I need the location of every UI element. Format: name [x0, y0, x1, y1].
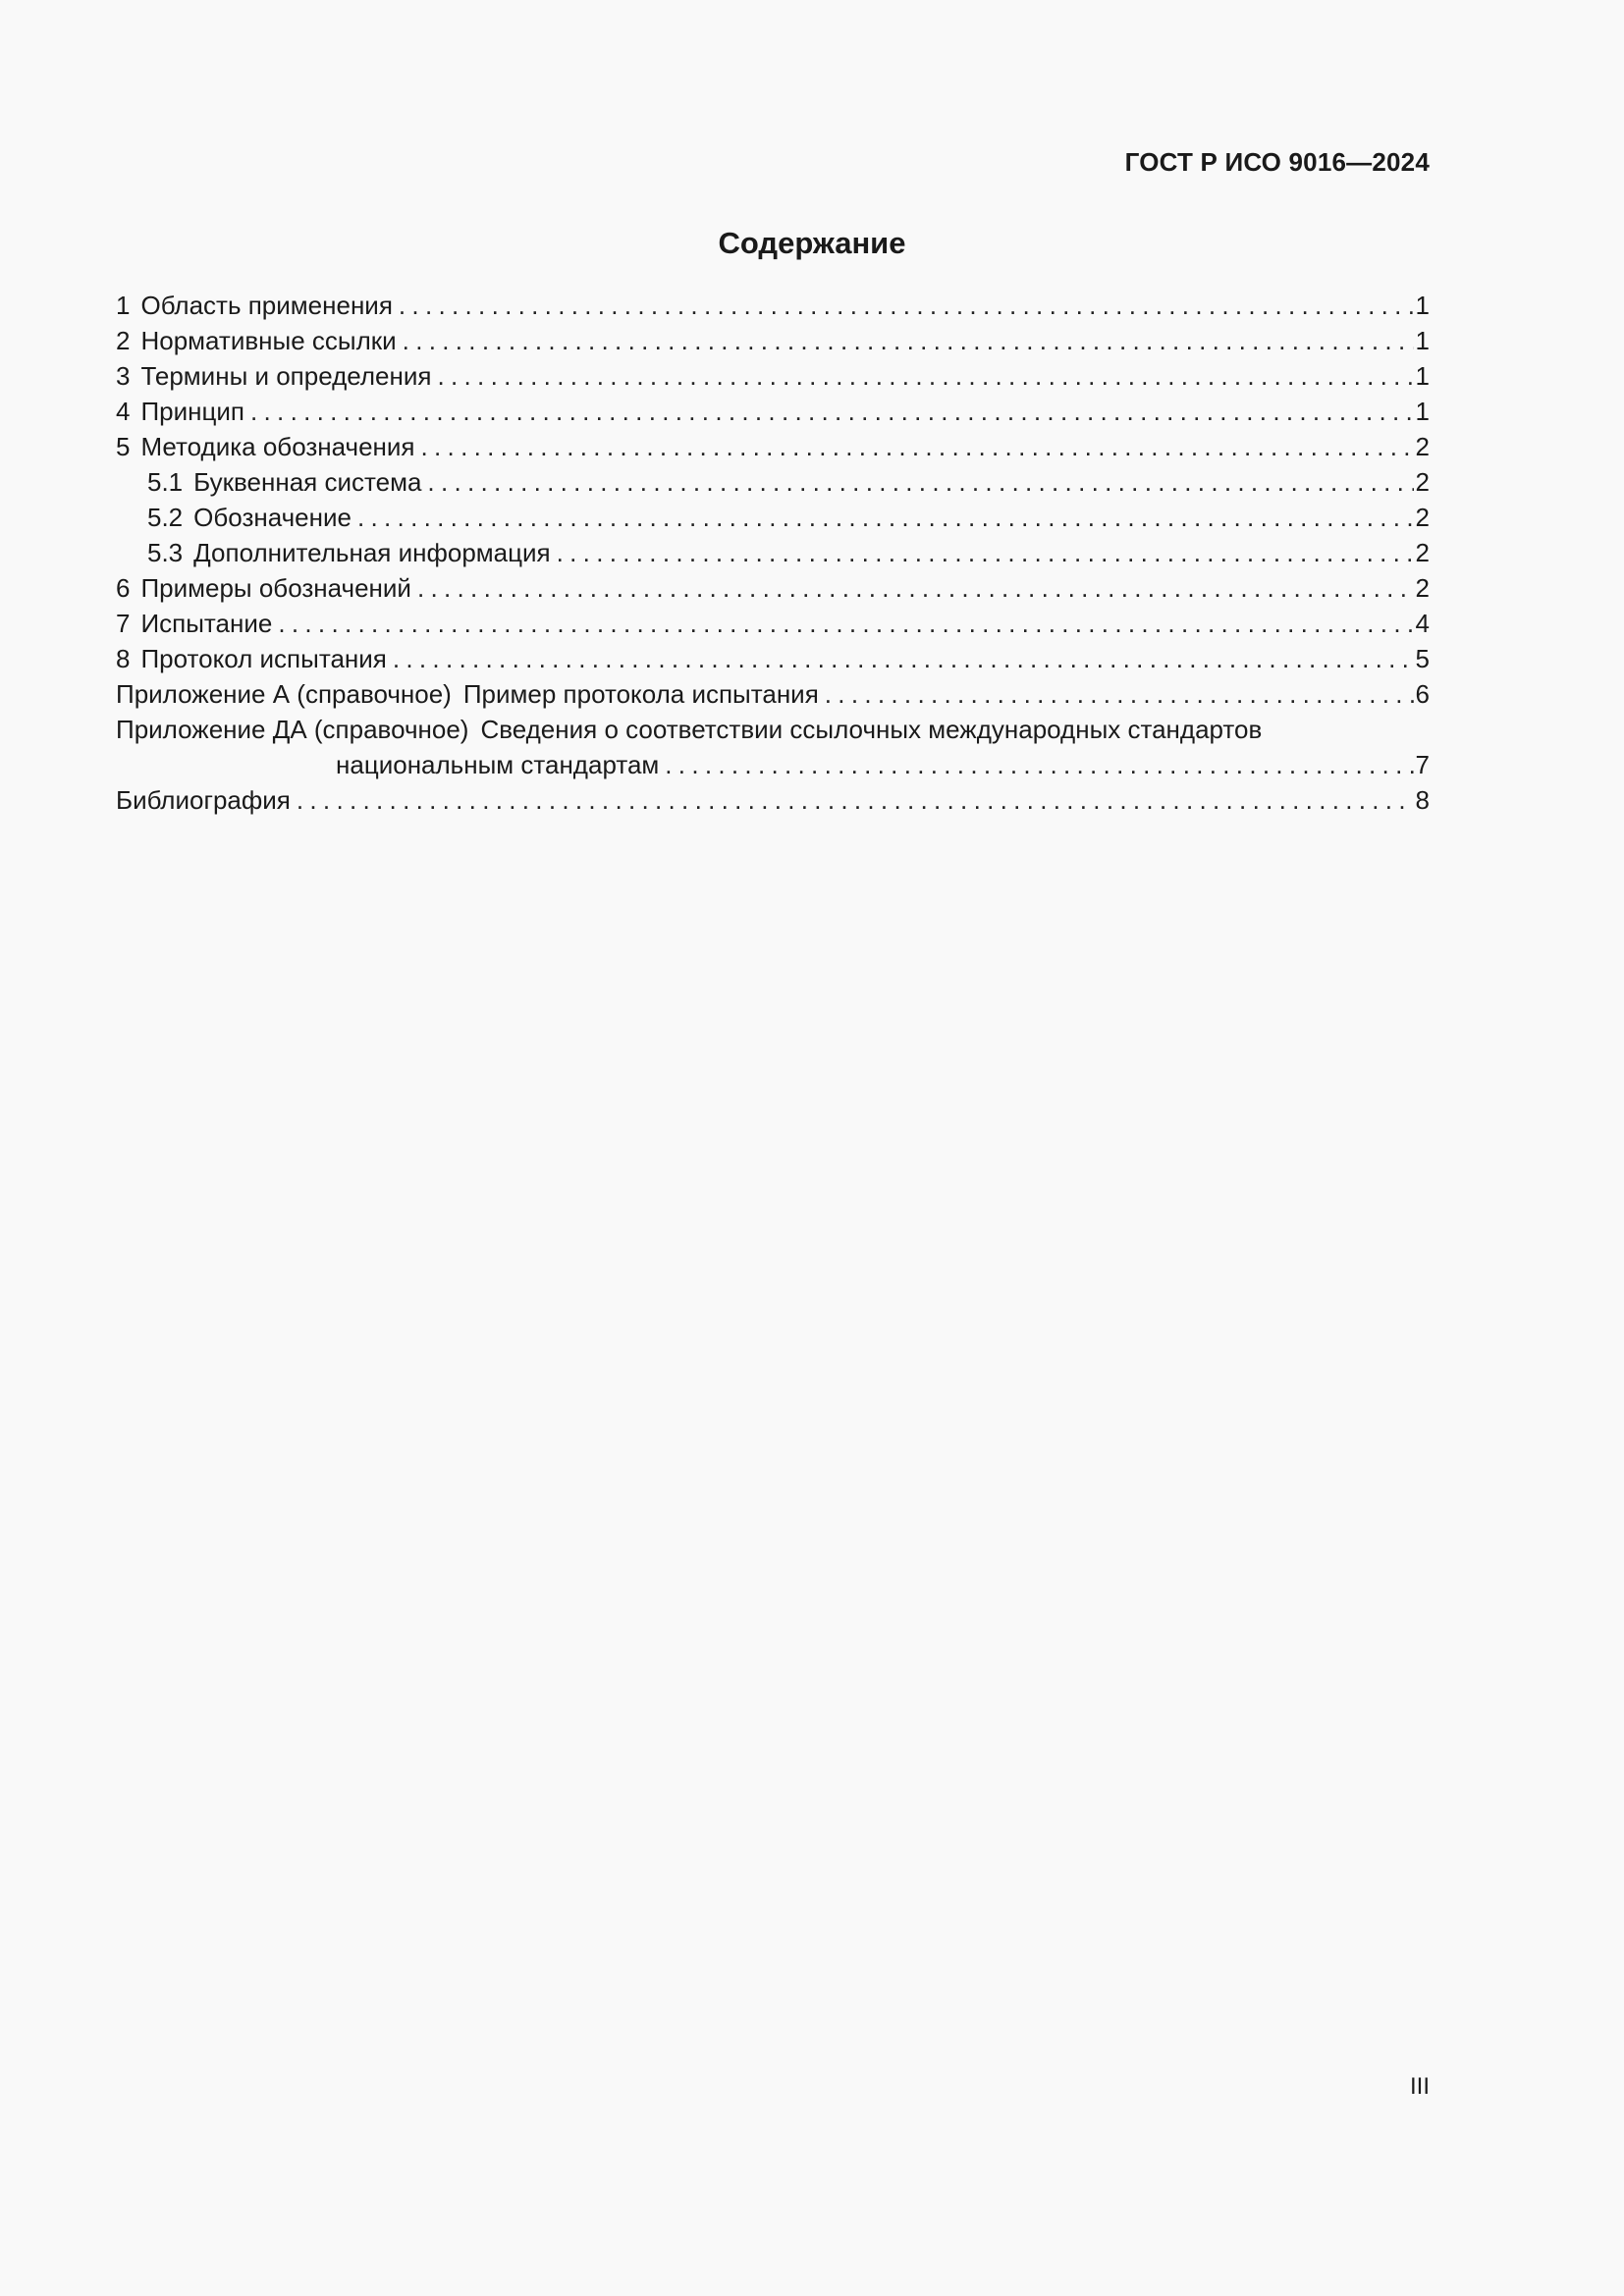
toc-item[interactable]: [116, 323, 1430, 358]
toc-item[interactable]: [116, 394, 1430, 429]
toc-leader: [393, 641, 1414, 676]
toc-item-title: Методика обозначения: [140, 432, 415, 461]
toc-leader: [403, 323, 1414, 358]
toc-item-title-continuation: национальным стандартам: [336, 750, 660, 779]
toc-item[interactable]: [116, 641, 1430, 676]
toc-item-title: Термины и определения: [140, 361, 432, 391]
toc-item-title: Область применения: [140, 291, 393, 320]
toc-subitem[interactable]: [116, 464, 1430, 500]
toc-item-page: 2: [1415, 432, 1430, 461]
toc-leader: [437, 358, 1413, 394]
toc-appendix-a[interactable]: [116, 676, 1430, 712]
toc-item-title: Пример протокола испытания: [462, 679, 819, 709]
toc-item-page: 2: [1415, 467, 1430, 497]
toc-item-number: 3: [116, 361, 131, 391]
toc-item-number: 2: [116, 326, 131, 355]
toc-item[interactable]: [116, 288, 1430, 323]
toc-leader: [825, 676, 1414, 712]
toc-leader: [250, 394, 1414, 429]
toc-item-number: 5.1: [147, 467, 184, 497]
toc-item-title: Сведения о соответствии ссылочных международных стандартов: [480, 715, 1263, 744]
toc-item-title: Испытание: [140, 609, 273, 638]
toc-item-title: Обозначение: [193, 503, 352, 532]
toc-item-page: 2: [1415, 538, 1430, 567]
toc-subitem[interactable]: [116, 500, 1430, 535]
toc-item-title: Нормативные ссылки: [140, 326, 397, 355]
toc-leader: [417, 570, 1414, 606]
toc-item[interactable]: [116, 429, 1430, 464]
toc-leader: [557, 535, 1414, 570]
toc-leader: [665, 747, 1413, 782]
toc-item-page: 1: [1415, 361, 1430, 391]
toc-item-page: 2: [1415, 503, 1430, 532]
toc-item-page: 6: [1415, 679, 1430, 709]
toc-appendix-da[interactable]: [116, 712, 1430, 747]
toc-item-title: Библиография: [116, 785, 291, 815]
toc-item-page: 1: [1415, 326, 1430, 355]
toc-item-number: 4: [116, 397, 131, 426]
toc-leader: [278, 606, 1413, 641]
toc-item-page: 1: [1415, 291, 1430, 320]
toc-item-number: 5.2: [147, 503, 184, 532]
toc-item-title: Буквенная система: [193, 467, 422, 497]
toc-appendix-da-continuation[interactable]: [116, 747, 1430, 782]
toc-item-page: 8: [1415, 785, 1430, 815]
toc-item-number: 5.3: [147, 538, 184, 567]
toc-leader: [421, 429, 1414, 464]
toc-item-number: 8: [116, 644, 131, 673]
toc-bibliography[interactable]: [116, 782, 1430, 818]
toc-item[interactable]: [116, 358, 1430, 394]
toc-item-number: 6: [116, 573, 131, 603]
toc-item-page: 2: [1415, 573, 1430, 603]
toc-item-page: 4: [1415, 609, 1430, 638]
toc-item-title: Протокол испытания: [140, 644, 387, 673]
toc-item-number: 7: [116, 609, 131, 638]
toc-leader: [297, 782, 1414, 818]
toc-item-title: Принцип: [140, 397, 244, 426]
toc-leader: [357, 500, 1414, 535]
toc-leader: [427, 464, 1413, 500]
toc-leader: [399, 288, 1414, 323]
page-number: III: [1409, 2073, 1430, 2100]
toc-item-title: Примеры обозначений: [140, 573, 411, 603]
table-of-contents: [116, 288, 1430, 818]
toc-item[interactable]: [116, 570, 1430, 606]
toc-item-title: Дополнительная информация: [193, 538, 551, 567]
toc-item-page: 7: [1415, 750, 1430, 779]
toc-appendix-label: Приложение А (справочное): [116, 679, 452, 709]
toc-item-number: 5: [116, 432, 131, 461]
toc-item[interactable]: [116, 606, 1430, 641]
toc-appendix-label: Приложение ДА (справочное): [116, 715, 469, 744]
toc-item-number: 1: [116, 291, 131, 320]
document-code: ГОСТ Р ИСО 9016—2024: [1124, 147, 1430, 177]
toc-item-page: 1: [1415, 397, 1430, 426]
toc-item-page: 5: [1415, 644, 1430, 673]
toc-subitem[interactable]: [116, 535, 1430, 570]
toc-title: Содержание: [718, 226, 906, 260]
